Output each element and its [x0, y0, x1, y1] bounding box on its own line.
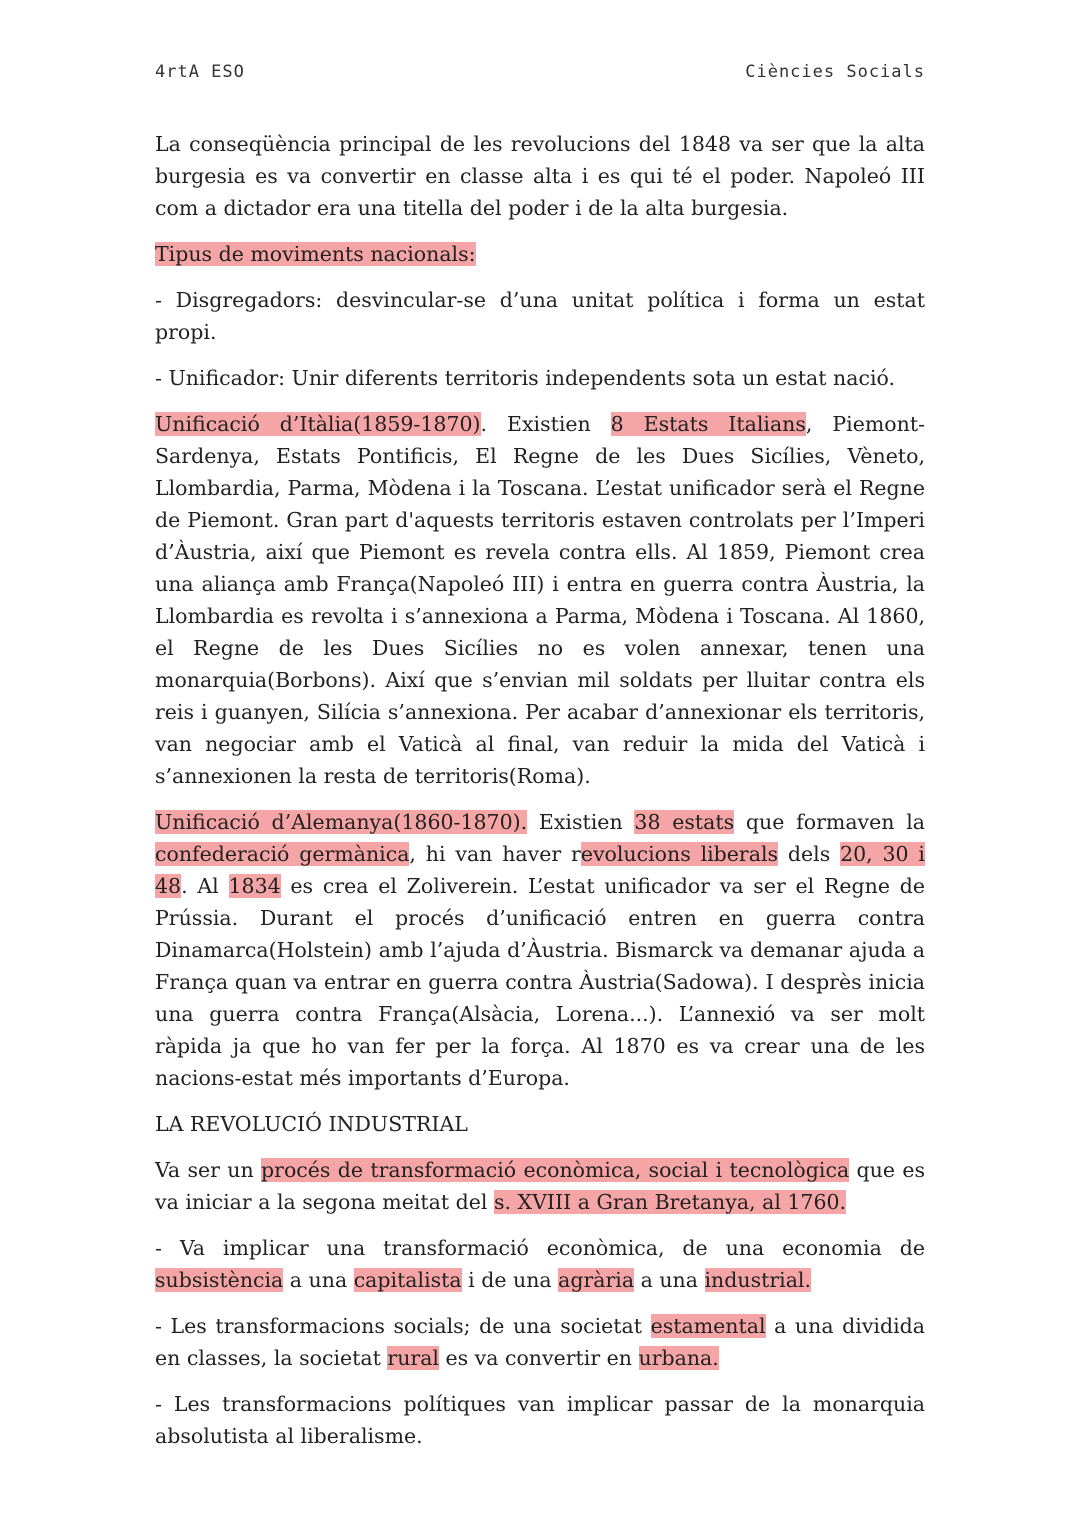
text-span: - Les transformacions socials; de una societat [155, 1314, 651, 1338]
highlight-urban: urbana. [638, 1346, 719, 1370]
paragraph-unification-germany [155, 806, 925, 1094]
text-span: , Piemont-Sardenya, Estats Pontificis, El Regne de les Dues Sicílies, Vèneto, Llombardia, Parma, Mòdena i la Toscana. L’estat unificador serà el Regne de Piemont. Gran part d'aquests territoris estaven controlats per l’Imperi d’Àustria, així que Piemont es revela contra ells. Al 1859, Piemont crea una aliança amb França(Napoleó III) i entra en guerra contra Àustria, la Llombardia es revolta i s’annexiona a Parma, Mòdena i Toscana. Al 1860, el Regne de les Dues Sicílies no es volen annexar, tenen una monarquia(Borbons). Així que s’envian mil soldats per lluitar contra els reis i guanyen, Silícia s’annexiona. Per acabar d’annexionar els territoris, van negociar amb el Vaticà al final, van reduir la mida del Vaticà i s’annexionen la resta de territoris(Roma). [155, 412, 925, 788]
highlight-38-states: 38 estats [634, 810, 735, 834]
highlight-italy-title: Unificació d’Itàlia(1859-1870) [155, 412, 481, 436]
highlight-germany-title: Unificació d’Alemanya(1860-1870). [155, 810, 528, 834]
list-item-social [155, 1310, 925, 1374]
header-class-label: 4rtA ESO [155, 62, 245, 82]
text-span: a una [634, 1268, 705, 1292]
highlight-revolution-years: 20, 30 i 48 [155, 842, 925, 898]
highlight-capitalist: capitalista [353, 1268, 462, 1292]
highlight-century-britain: s. XVIII a Gran Bretanya, al 1760. [493, 1190, 847, 1214]
highlight-subsistence: subsistència [155, 1268, 284, 1292]
highlight-1834: 1834 [228, 874, 281, 898]
paragraph-industrial-definition [155, 1154, 925, 1218]
header-subject-label: Ciències Socials [745, 62, 925, 82]
paragraph-unification-italy [155, 408, 925, 792]
text-span: es va convertir en [438, 1346, 639, 1370]
text-span: . Existien [480, 412, 611, 436]
text-span: que formaven la [734, 810, 926, 834]
list-item-political: - Les transformacions polítiques van implicar passar de la monarquia absolutista al liberalisme. [155, 1392, 925, 1448]
heading-national-movements [155, 238, 925, 270]
text-span: Existien [527, 810, 635, 834]
highlight-rural: rural [387, 1346, 439, 1370]
heading-industrial-revolution [155, 1108, 925, 1140]
text-span: . Al [181, 874, 229, 898]
highlight-estates: estamental [650, 1314, 766, 1338]
text-span: que es va iniciar a la segona meitat del [155, 1158, 925, 1214]
text-span: es crea el Zoliverein. L’estat unificador va ser el Regne de Prússia. Durant el procés d’unificació entren en guerra contra Dinamarca(Holstein) amb l’ajuda d’Àustria. Bismarck va demanar ajuda a França quan va entrar en guerra contra Àustria(Sadowa). I desprès inicia una guerra contra França(Alsàcia, Lorena...). L’annexió va ser molt ràpida ja que ho van fer per la força. Al 1870 es va crear una de les nacions-estat més importants d’Europa. [155, 874, 925, 1090]
document-body [155, 128, 925, 1466]
paragraph-1848-consequences: La conseqüència principal de les revolucions del 1848 va ser que la alta burgesia es va convertir en classe alta i es qui té el poder. Napoleó III com a dictador era una titella del poder i de la alta burgesia. [155, 132, 925, 220]
highlight-italian-states: 8 Estats Italians [610, 412, 806, 436]
list-item-unificador: - Unificador: Unir diferents territoris independents sota un estat nació. [155, 366, 895, 390]
highlight-germanic-confederation: confederació germànica [155, 842, 410, 866]
text-span: a una dividida en classes, la societat [155, 1314, 925, 1370]
list-item-economic [155, 1232, 925, 1296]
text-span: i de una [461, 1268, 559, 1292]
text-span: a una [283, 1268, 354, 1292]
list-item-disgregadors: - Disgregadors: desvincular-se d’una unitat política i forma un estat propi. [155, 288, 925, 344]
text-span: , hi van haver r [409, 842, 581, 866]
text-span: dels [778, 842, 841, 866]
highlight-transformation-process: procés de transformació econòmica, social i tecnològica [261, 1158, 850, 1182]
highlight-agrarian: agrària [558, 1268, 635, 1292]
highlight-liberal-revolutions: evolucions liberals [580, 842, 779, 866]
highlight-industrial: industrial. [704, 1268, 811, 1292]
page-header [155, 62, 925, 90]
text-span: - Va implicar una transformació econòmica, de una economia de [155, 1236, 925, 1260]
heading-industrial-revolution-text: LA REVOLUCIÓ INDUSTRIAL [155, 1112, 468, 1136]
heading-national-movements-text: Tipus de moviments nacionals: [155, 242, 476, 266]
text-span: Va ser un [155, 1158, 262, 1182]
